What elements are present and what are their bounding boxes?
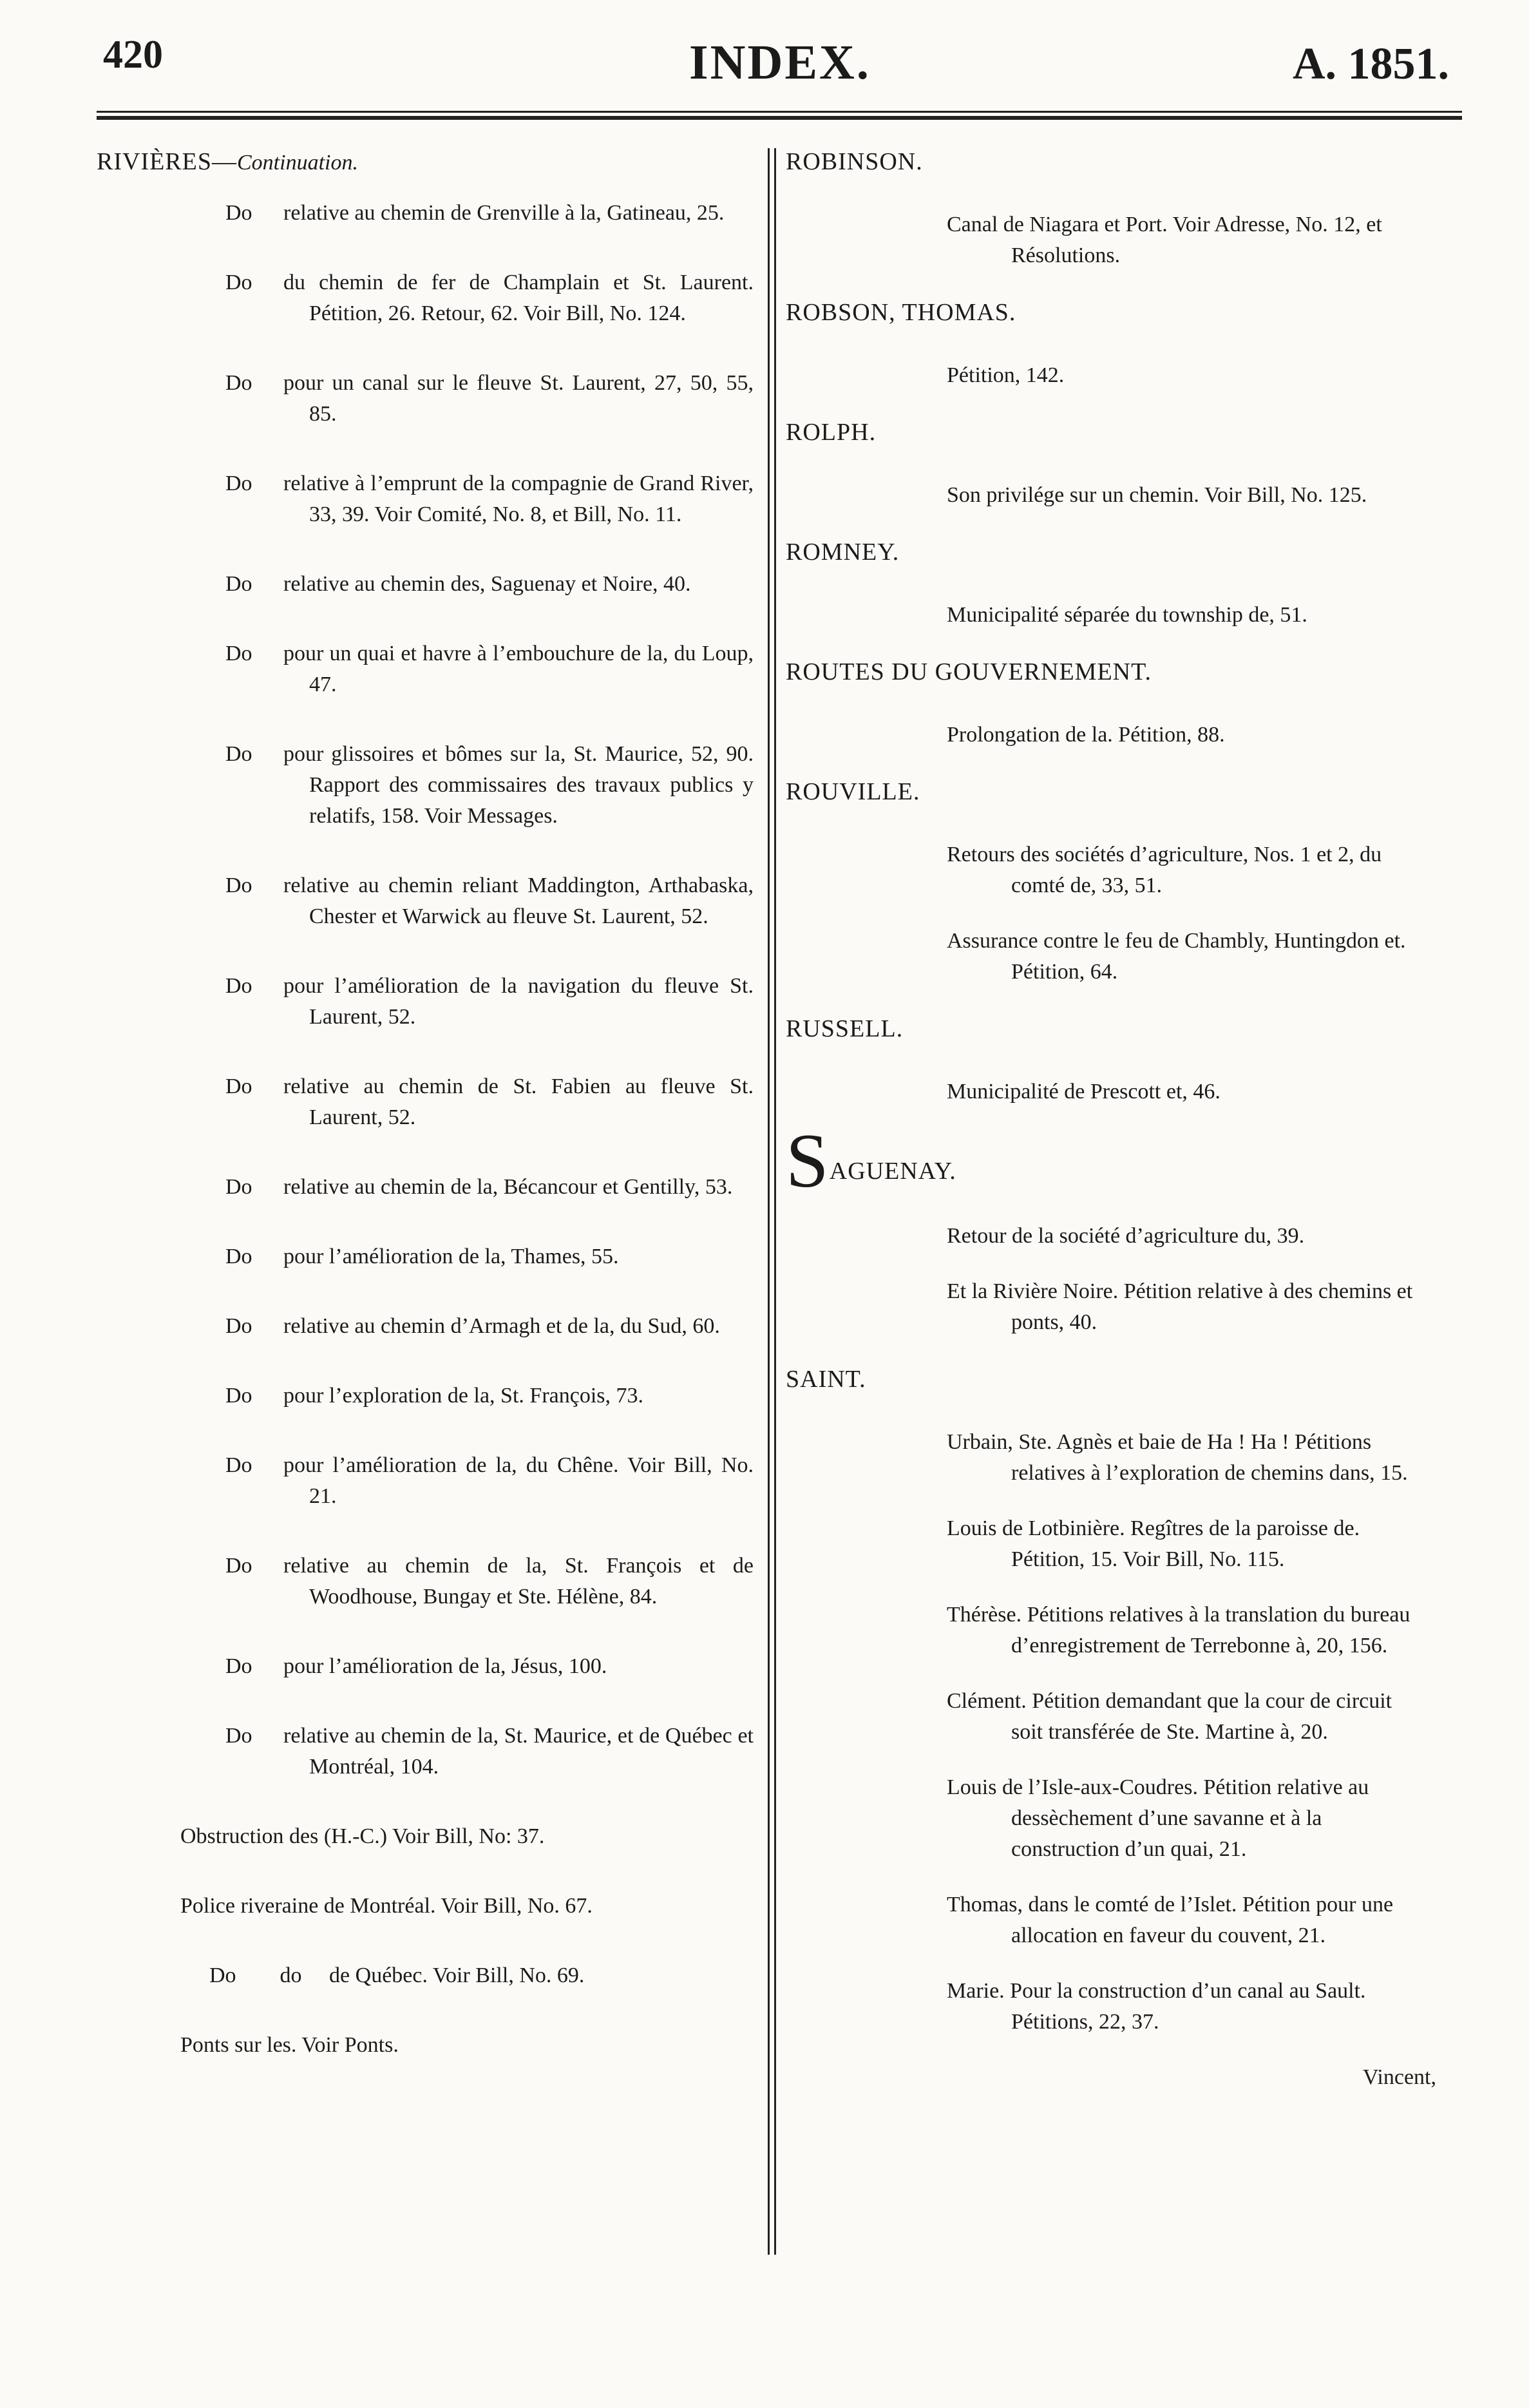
list-item: Do relative au chemin de la, Bécancour et Gentilly, 53. bbox=[225, 1175, 733, 1199]
list-item: Marie. Pour la construction d’un canal au Sault. Pétitions, 22, 37. bbox=[947, 1979, 1366, 2034]
left-column bbox=[97, 145, 754, 2099]
list-item: Canal de Niagara et Port. Voir Adresse, No. 12, et Résolutions. bbox=[947, 213, 1382, 267]
list-item: Municipalité de Prescott et, 46. bbox=[947, 1080, 1220, 1104]
list-item: Do pour l’amélioration de la, du Chêne. Voir Bill, No. 21. bbox=[225, 1453, 754, 1508]
list-item: Do pour un quai et havre à l’embouchure de la, du Loup, 47. bbox=[225, 642, 754, 696]
saguenay-heading: SAGUENAY. bbox=[786, 1118, 956, 1203]
list-item: Retours des sociétés d’agriculture, Nos. 1 et 2, du comté de, 33, 51. bbox=[947, 843, 1382, 897]
routes-heading: ROUTES DU GOUVERNEMENT. bbox=[786, 658, 1152, 685]
list-item: Do pour l’exploration de la, St. François, 73. bbox=[225, 1384, 644, 1408]
list-item: Do relative au chemin d’Armagh et de la, du Sud, 60. bbox=[225, 1314, 720, 1338]
list-item: Prolongation de la. Pétition, 88. bbox=[947, 723, 1225, 747]
list-item: Do pour un canal sur le fleuve St. Laurent, 27, 50, 55, 85. bbox=[225, 371, 754, 426]
list-item: Do du chemin de fer de Champlain et St. Laurent. Pétition, 26. Retour, 62. Voir Bill, No. 124. bbox=[225, 271, 754, 325]
column-divider-right bbox=[774, 148, 776, 2255]
list-item: Son privilége sur un chemin. Voir Bill, No. 125. bbox=[947, 483, 1367, 507]
ponts-entry: Ponts sur les. Voir Ponts. bbox=[180, 2033, 399, 2057]
list-item: Do pour l’amélioration de la, Thames, 55. bbox=[225, 1245, 619, 1268]
page-title: INDEX. bbox=[689, 35, 871, 90]
page-header bbox=[97, 26, 1462, 103]
list-item: Do relative au chemin de St. Fabien au fleuve St. Laurent, 52. bbox=[225, 1075, 754, 1129]
list-item: Do relative à l’emprunt de la compagnie de Grand River, 33, 39. Voir Comité, No. 8, et Bill, No. 11. bbox=[225, 472, 754, 526]
russell-heading: RUSSELL. bbox=[786, 1015, 904, 1042]
saint-heading: SAINT. bbox=[786, 1366, 866, 1393]
header-rule-thick bbox=[97, 116, 1462, 120]
list-item: Do pour l’amélioration de la navigation du fleuve St. Laurent, 52. bbox=[225, 974, 754, 1029]
rouville-heading: ROUVILLE. bbox=[786, 778, 920, 805]
rivieres-entries bbox=[97, 198, 754, 1782]
robinson-heading: ROBINSON. bbox=[786, 148, 923, 175]
list-item: Do pour glissoires et bômes sur la, St. Maurice, 52, 90. Rapport des commissaires des travaux publics y relatifs, 158. Voir Messages. bbox=[225, 742, 754, 828]
rolph-heading: ROLPH. bbox=[786, 419, 877, 446]
list-item: Urbain, Ste. Agnès et baie de Ha ! Ha ! Pétitions relatives à l’exploration de chemins dans, 15. bbox=[947, 1430, 1408, 1485]
list-item: Thomas, dans le comté de l’Islet. Pétition pour une allocation en faveur du couvent, 21. bbox=[947, 1893, 1394, 1947]
header-rule-thin bbox=[97, 111, 1462, 113]
obstruction-entry: Obstruction des (H.-C.) Voir Bill, No: 37. bbox=[180, 1824, 545, 1848]
list-item: Do relative au chemin de Grenville à la, Gatineau, 25. bbox=[225, 201, 725, 225]
list-item: Do relative au chemin des, Saguenay et Noire, 40. bbox=[225, 572, 691, 596]
list-item: Thérèse. Pétitions relatives à la translation du bureau d’enregistrement de Terrebonne à, 20, 156. bbox=[947, 1603, 1410, 1658]
romney-heading: ROMNEY. bbox=[786, 539, 900, 566]
police-montreal-entry: Police riveraine de Montréal. Voir Bill, No. 67. bbox=[180, 1894, 593, 1918]
list-item: Et la Rivière Noire. Pétition relative à des chemins et ponts, 40. bbox=[947, 1279, 1413, 1334]
robson-heading: ROBSON, THOMAS. bbox=[786, 299, 1016, 326]
catchword: Vincent, bbox=[1362, 2065, 1436, 2089]
list-item: Do relative au chemin de la, St. François et de Woodhouse, Bungay et Ste. Hélène, 84. bbox=[225, 1554, 754, 1609]
list-item: Retour de la société d’agriculture du, 39. bbox=[947, 1224, 1305, 1248]
list-item: Do pour l’amélioration de la, Jésus, 100. bbox=[225, 1654, 607, 1678]
list-item: Municipalité séparée du township de, 51. bbox=[947, 603, 1307, 627]
list-item: Pétition, 142. bbox=[947, 363, 1065, 387]
year-label: A. 1851. bbox=[1292, 39, 1449, 89]
page-number: 420 bbox=[103, 33, 163, 77]
list-item: Do relative au chemin reliant Maddington, Arthabaska, Chester et Warwick au fleuve St. Laurent, 52. bbox=[225, 874, 754, 928]
list-item: Clément. Pétition demandant que la cour de circuit soit transférée de Ste. Martine à, 20. bbox=[947, 1689, 1392, 1744]
column-divider-left bbox=[768, 148, 770, 2255]
rivieres-heading: RIVIÈRES—Continuation. bbox=[97, 148, 358, 175]
right-column bbox=[779, 145, 1462, 2093]
list-item: Assurance contre le feu de Chambly, Huntingdon et. Pétition, 64. bbox=[947, 929, 1406, 984]
police-quebec-entry: Do do de Québec. Voir Bill, No. 69. bbox=[209, 1964, 585, 1987]
drop-cap: S bbox=[786, 1118, 830, 1203]
list-item: Do relative au chemin de la, St. Maurice, et de Québec et Montréal, 104. bbox=[225, 1724, 754, 1779]
list-item: Louis de Lotbinière. Regîtres de la paroisse de. Pétition, 15. Voir Bill, No. 115. bbox=[947, 1516, 1360, 1571]
list-item: Louis de l’Isle-aux-Coudres. Pétition relative au dessèchement d’une savanne et à la construction d’un quai, 21. bbox=[947, 1775, 1369, 1861]
